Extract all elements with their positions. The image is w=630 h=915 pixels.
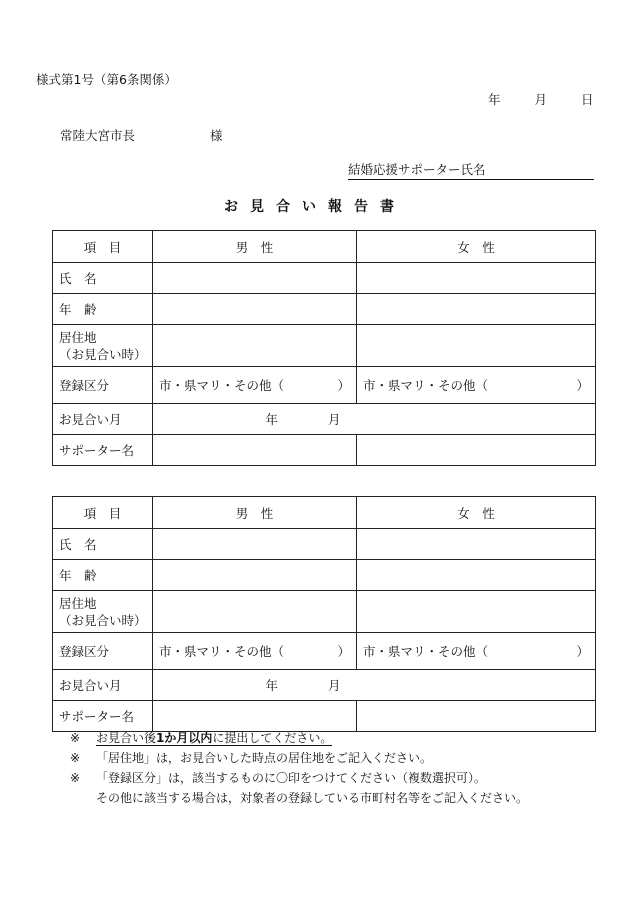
note-mark: ※ (70, 771, 81, 785)
label-supporter: サポーター名 (53, 701, 153, 732)
male-name-cell[interactable] (153, 529, 357, 560)
female-registration-close: ） (576, 644, 589, 659)
label-residence-line2: （お見合い時） (59, 612, 147, 628)
label-name: 氏 名 (53, 263, 153, 294)
female-age-cell[interactable] (357, 294, 596, 325)
label-supporter: サポーター名 (53, 435, 153, 466)
female-name-cell[interactable] (357, 529, 596, 560)
male-registration-options: 市・県マリ・その他（ (159, 378, 285, 393)
female-registration-options: 市・県マリ・その他（ (363, 378, 489, 393)
male-registration-options: 市・県マリ・その他（ (159, 644, 285, 659)
note-1-part-a: お見合い後 (96, 731, 157, 745)
form-number: 様式第1号（第6条関係） (36, 72, 177, 87)
header-item: 項 目 (53, 231, 153, 263)
supporter-name-field[interactable] (348, 160, 594, 180)
report-table-2 (52, 496, 596, 732)
label-registration: 登録区分 (53, 633, 153, 670)
document-title: お見合い報告書 (224, 199, 406, 215)
notes-section (70, 728, 528, 808)
male-registration-cell[interactable] (153, 633, 357, 670)
note-3-continued: その他に該当する場合は，対象者の登録している市町村名等をご記入ください。 (96, 791, 529, 805)
meeting-month-cell[interactable] (153, 404, 596, 435)
female-residence-cell[interactable] (357, 325, 596, 367)
label-registration: 登録区分 (53, 367, 153, 404)
meeting-month-cell[interactable] (153, 670, 596, 701)
female-age-cell[interactable] (357, 560, 596, 591)
male-registration-close: ） (337, 378, 350, 393)
note-1 (70, 728, 528, 748)
label-age: 年 齢 (53, 294, 153, 325)
note-mark: ※ (70, 731, 81, 745)
male-registration-close: ） (337, 644, 350, 659)
label-residence-line1: 居住地 (59, 595, 97, 611)
male-supporter-cell[interactable] (153, 435, 357, 466)
note-3 (70, 768, 528, 788)
note-2 (70, 748, 528, 768)
note-1-part-c: に提出してください。 (212, 731, 333, 745)
label-age: 年 齢 (53, 560, 153, 591)
date-year-label: 年 (488, 92, 501, 107)
male-supporter-cell[interactable] (153, 701, 357, 732)
meeting-month-label: 月 (328, 412, 341, 427)
label-residence (53, 591, 153, 633)
note-mark: ※ (70, 751, 81, 765)
label-meeting-month: お見合い月 (53, 670, 153, 701)
male-name-cell[interactable] (153, 263, 357, 294)
note-1-emphasis: 1か月以内 (156, 731, 213, 745)
label-residence-line2: （お見合い時） (59, 346, 147, 362)
label-meeting-month: お見合い月 (53, 404, 153, 435)
label-name: 氏 名 (53, 529, 153, 560)
male-residence-cell[interactable] (153, 591, 357, 633)
note-1-text (96, 731, 332, 746)
date-line (488, 90, 594, 108)
header-female: 女 性 (357, 497, 596, 529)
male-residence-cell[interactable] (153, 325, 357, 367)
female-residence-cell[interactable] (357, 591, 596, 633)
female-registration-close: ） (576, 378, 589, 393)
date-day-label: 日 (581, 92, 594, 107)
supporter-name-label: 結婚応援サポーター氏名 (348, 162, 486, 177)
date-month-label: 月 (534, 92, 548, 107)
male-age-cell[interactable] (153, 560, 357, 591)
label-residence-line1: 居住地 (59, 329, 97, 345)
note-3-text: 「登録区分」は，該当するものに〇印をつけてください（複数選択可）。 (96, 771, 487, 785)
female-supporter-cell[interactable] (357, 435, 596, 466)
meeting-year-label: 年 (265, 678, 278, 693)
meeting-month-label: 月 (328, 678, 341, 693)
header-female: 女 性 (357, 231, 596, 263)
male-age-cell[interactable] (153, 294, 357, 325)
note-2-text: 「居住地」は，お見合いした時点の居住地をご記入ください。 (96, 751, 433, 765)
male-registration-cell[interactable] (153, 367, 357, 404)
label-residence (53, 325, 153, 367)
female-name-cell[interactable] (357, 263, 596, 294)
header-item: 項 目 (53, 497, 153, 529)
header-male: 男 性 (153, 497, 357, 529)
header-male: 男 性 (153, 231, 357, 263)
addressee: 常陸大宮市長 (60, 128, 136, 143)
female-registration-cell[interactable] (357, 633, 596, 670)
report-table-1 (52, 230, 596, 466)
female-registration-cell[interactable] (357, 367, 596, 404)
female-registration-options: 市・県マリ・その他（ (363, 644, 489, 659)
meeting-year-label: 年 (265, 412, 278, 427)
addressee-honorific: 様 (210, 128, 223, 143)
female-supporter-cell[interactable] (357, 701, 596, 732)
